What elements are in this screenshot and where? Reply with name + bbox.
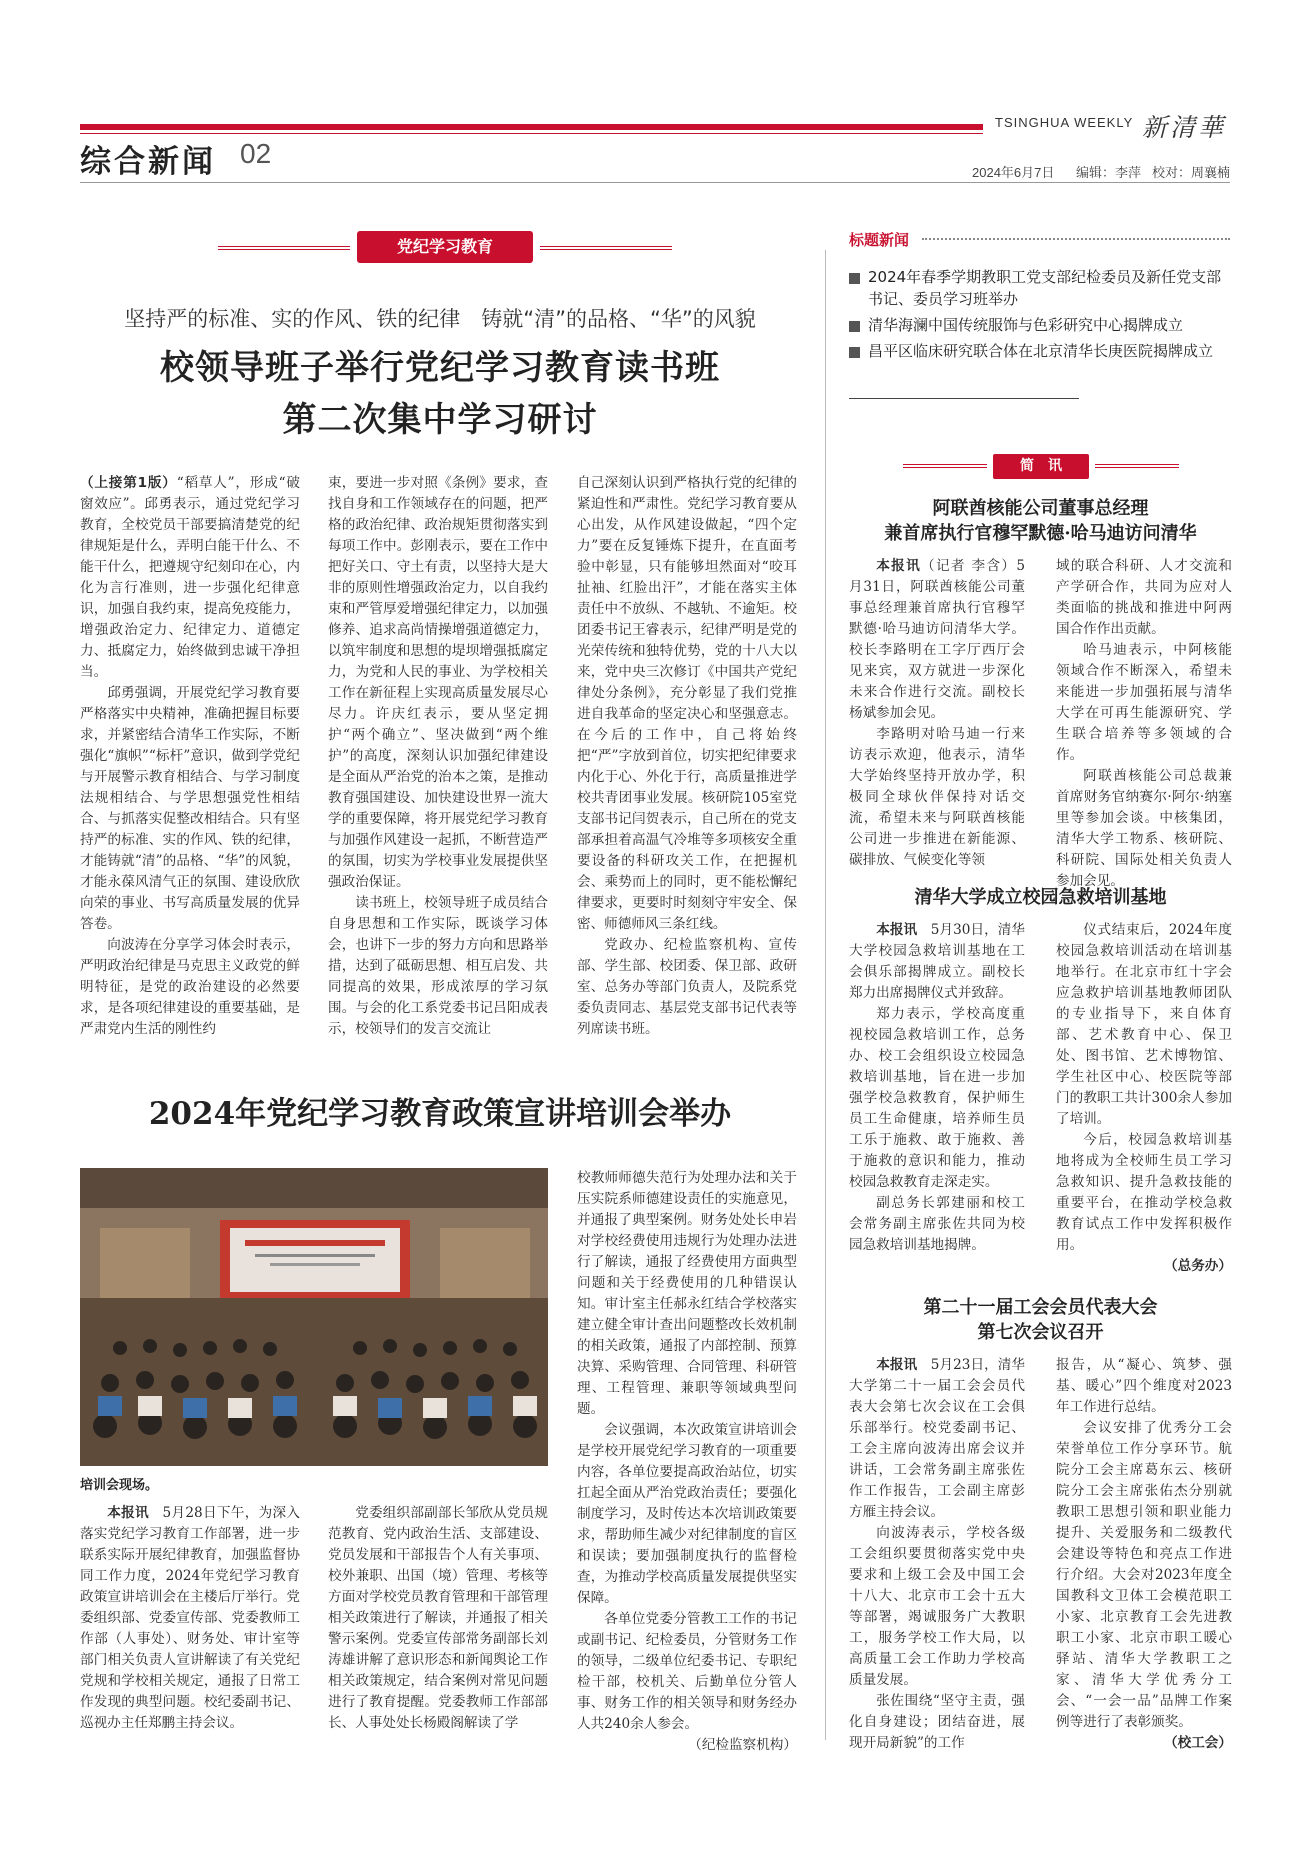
brief3-source: （校工会）: [1164, 1735, 1232, 1751]
lead-col2-p2: 读书班上，校领导班子成员结合自身思想和工作实际，既谈学习体会，也讲下一步的努力方向和思路举措，达到了砥砺思想、相互启发、共同提高的效果，形成浓厚的学习氛围。与会的化工系党委书记吕阳成表示，校领导们的发言交流让: [328, 895, 548, 1037]
second-column-2: [328, 1503, 548, 1734]
headlines-bottom-rule: [849, 398, 1079, 399]
issue-date: 2024年6月7日: [972, 165, 1055, 180]
bullet-square-icon: [849, 321, 860, 332]
second-col3-p2: 会议强调，本次政策宣讲培训会是学校开展党纪学习教育的一项重要内容，各单位要提高政治站位，切实扛起全面从严治党政治责任；要强化制度学习，及时传达本次培训政策要求，帮助师生减少对纪律制度的盲区和误读；要加强制度执行的监督检查，为推动学校高质量发展提供坚实保障。: [577, 1422, 797, 1606]
brief1-col1-p1: （记者 李含）5月31日，阿联酋核能公司董事总经理兼首席执行官穆罕默德·哈马迪访问清华大学。校长李路明在工字厅西厅会见来宾，双方就进一步深化未来合作进行交流。副校长杨斌参加会见。: [849, 558, 1025, 721]
brief1-col1-p2: 李路明对哈马迪一行来访表示欢迎，他表示，清华大学始终坚持开放办学，积极同全球伙伴保持对话交流，希望未来与阿联酋核能公司进一步推进在新能源、碳排放、气候变化等领: [849, 726, 1025, 868]
second-dateline: 本报讯: [107, 1505, 149, 1521]
brief2-title: 清华大学成立校园急救培训基地: [914, 887, 1167, 908]
brief1-col2-p2: 哈马迪表示，中阿核能领域合作不断深入，希望未来能进一步加强拓展与清华大学在可再生能源研究、学生联合培养等多领域的合作。: [1056, 642, 1232, 763]
column-divider: [825, 250, 826, 1740]
masthead-thin-rule: [80, 133, 983, 134]
brief2-column-2: [1056, 920, 1232, 1277]
brand-logo: 新清華: [1142, 113, 1227, 142]
bullet-square-icon: [849, 273, 860, 284]
headlines-label-rule: [922, 238, 1230, 240]
lead-column-3: [577, 473, 797, 1040]
lead-col2-p1: 束，要进一步对照《条例》要求，查找自身和工作领域存在的问题，把严格的政治纪律、政治规矩贯彻落实到每项工作中。彭刚表示，要在工作中把好关口、守土有责，以坚持大是大非的原则性增强政治定力，以自我约束和严管厚爱增强纪律定力，以加强修养、追求高尚情操增强道德定力，以筑牢制度和思想的堤坝增强抵腐定力，为党和人民的事业、为学校相关工作在新征程上实现高质量发展尽心尽力。许庆红表示，要从坚定拥护“两个确立”、坚决做到“两个维护”的高度，深刻认识加强纪律建设是全面从严治党的治本之策，是推动教育强国建设、加快建设世界一流大学的重要保障，将开展党纪学习教育与加强作风建设一起抓，不断营造严的氛围，切实为学校事业发展提供坚强政治保证。: [328, 475, 548, 890]
training-hall-image: [80, 1168, 548, 1466]
brief2-dateline: 本报讯: [876, 922, 918, 938]
briefs-tag: 简 讯: [993, 454, 1089, 479]
brief2-col1-p1: 5月30日，清华大学校园急救培训基地在工会俱乐部揭牌成立。副校长郑力出席揭牌仪式并致辞。: [849, 922, 1025, 1001]
brief2-column-1: [849, 920, 1025, 1256]
brief1-column-2: [1056, 556, 1232, 892]
brief1-col2-p3: 阿联酋核能公司总裁兼首席财务官纳赛尔·阿尔·纳塞里等参加会谈。中核集团，清华大学工物系、核研院、科研院、国际处相关负责人参加会见。: [1056, 768, 1232, 889]
lead-col3-p2: 党政办、纪检监察机构、宣传部、学生部、校团委、保卫部、政研室、总务办等部门负责人，及院系党委负责同志、基层党支部书记代表等列席读书班。: [577, 937, 797, 1037]
second-col3-p1: 校教师师德失范行为处理办法和关于压实院系师德建设责任的实施意见，并通报了典型案例。财务处处长申岩对学校经费使用违规行为处理办法进行了解读，通报了经费使用方面典型问题和关于经费使用的几种错误认知。审计室主任郝永红结合学校落实建立健全审计查出问题整改长效机制的相关政策，通报了内部控制、预算决算、采购管理、合同管理、科研管理、工程管理、兼职等领域典型问题。: [577, 1170, 797, 1417]
proofreader: 校对：周襄楠: [1152, 165, 1231, 180]
lead-tag-rule-left: [218, 246, 350, 250]
second-column-3: [577, 1168, 797, 1756]
page-number: 02: [240, 138, 272, 169]
brief2-col1-p3: 副总务长郭建丽和校工会常务副主席张佐共同为校园急救培训基地揭牌。: [849, 1195, 1025, 1253]
brief3-col1-p3: 张佐围绕“坚守主责，强化自身建设；团结奋进，展现开局新貌”的工作: [849, 1693, 1025, 1751]
second-col2-p1: 党委组织部副部长邹欣从党员规范教育、党内政治生活、支部建设、党员发展和干部报告个人有关事项、校外兼职、出国（境）管理、考核等方面对学校党员教育管理和干部管理相关政策进行了解读，并通报了相关警示案例。党委宣传部常务副部长刘涛雄讲解了意识形态和新闻舆论工作相关政策规定，结合案例对常见问题进行了教育提醒。党委教师工作部部长、人事处处长杨殿阁解读了学: [328, 1505, 548, 1731]
lead-continuation-marker: （上接第1版）: [80, 475, 177, 491]
brief1-col2-p1: 域的联合科研、人才交流和产学研合作，共同为应对人类面临的挑战和推进中阿两国合作作出贡献。: [1056, 558, 1232, 637]
masthead: [0, 0, 1309, 190]
briefs-rule-right: [1095, 464, 1179, 468]
section-title: 综合新闻: [80, 144, 216, 180]
lead-headline-line2: 第二次集中学习研讨: [282, 400, 598, 440]
second-headline: 2024年党纪学习教育政策宣讲培训会举办: [148, 1096, 732, 1132]
lead-kicker: 坚持严的标准、实的作风、铁的纪律 铸就“清”的品格、“华”的风貌: [124, 307, 756, 331]
lead-column-1: [80, 473, 300, 1040]
lead-col1-p2: 邱勇强调，开展党纪学习教育要严格落实中央精神，准确把握目标要求，并紧密结合清华工作实际，不断强化“旗帜”“标杆”意识，做到学党纪与开展警示教育相结合、与学习制度法规相结合、与学思想强党性相结合、与抓落实促整改相结合。只有坚持严的标准、实的作风、铁的纪律，才能铸就“清”的品格、“华”的风貌，才能永葆风清气正的氛围、建设欣欣向荣的事业、书写高质量发展的优异答卷。: [80, 685, 300, 932]
lead-col1-p1: “稻草人”，形成“破窗效应”。邱勇表示，通过党纪学习教育，全校党员干部要搞清楚党的纪律规矩是什么，弄明白能干什么、不能干什么，把遵规守纪刻印在心，内化为言行准则，进一步强化纪律意识，加强自我约束，提高免疫能力，增强政治定力、纪律定力、道德定力、抵腐定力，始终做到忠诚干净担当。: [80, 475, 300, 680]
headline-item[interactable]: [849, 266, 1232, 310]
brief3-title-line1: 第二十一届工会会员代表大会: [923, 1297, 1158, 1318]
headlines-label: 标题新闻: [849, 231, 910, 249]
brief2-col2-p2: 今后，校园急救培训基地将成为全校师生员工学习急救知识、提升急救技能的重要平台，在推动学校急救教育试点工作中发挥积极作用。: [1056, 1132, 1232, 1253]
brief2-col1-p2: 郑力表示，学校高度重视校园急救培训工作，总务办、校工会组织设立校园急救培训基地，旨在进一步加强学校急救教育，保护师生员工生命健康，培养师生员工乐于施救、敢于施救、善于施救的意识和能力，推动校园急救教育走深走实。: [849, 1006, 1025, 1190]
brief3-title-line2: 第七次会议召开: [977, 1322, 1104, 1343]
second-col3-p3: 各单位党委分管教工工作的书记或副书记、纪检委员，分管财务工作的领导，二级单位纪委书记、专职纪检干部，校机关、后勤单位分管人事、财务工作的相关领导和财务经办人共240余人参会。: [577, 1611, 797, 1732]
brief1-title-line1: 阿联酋核能公司董事总经理: [932, 498, 1149, 519]
brief1-column-1: [849, 556, 1025, 871]
brief2-source: （总务办）: [1164, 1258, 1232, 1274]
briefs-rule-left: [903, 464, 987, 468]
brand-english: TSINGHUA WEEKLY: [995, 115, 1134, 130]
brief3-col1-p2: 向波涛表示，学校各级工会组织要贯彻落实党中央要求和上级工会及中国工会十八大、北京市工会十五大等部署，竭诚服务广大教职工，服务学校工作大局，以高质量工会工作助力学校高质量发展。: [849, 1525, 1025, 1688]
lead-col3-p1: 自己深刻认识到严格执行党的纪律的紧迫性和严肃性。党纪学习教育要从心出发，从作风建设做起，“四个定力”要在反复锤炼下提升，在直面考验中彰显，只有能够坦然面对“咬耳扯袖、红脸出汗”，才能在落实主体责任中不放纵、不越轨、不逾矩。校团委书记王睿表示，纪律严明是党的光荣传统和独特优势，党的十八大以来，党中央三次修订《中国共产党纪律处分条例》，充分彰显了我们党推进自我革命的坚定决心和坚强意志。在今后的工作中，自己将始终把“严”字放到首位，切实把纪律要求内化于心、外化于行，高质量推进学校共青团事业发展。核研院105室党支部书记闫贺表示，自己所在的党支部承担着高温气冷堆等多项核安全重要设备的科研攻关工作，在把握机会、乘势而上的同时，更不能松懈纪律要求，更要时时刻刻守牢安全、保密、师德师风三条红线。: [577, 475, 797, 932]
headline-item[interactable]: [849, 314, 1232, 336]
editor: 编辑：李萍: [1076, 165, 1142, 180]
headline-item[interactable]: [849, 340, 1232, 362]
brief3-col2-p1: 报告，从“凝心、筑梦、强基、暖心”四个维度对2023年工作进行总结。: [1056, 1357, 1232, 1415]
lead-tag-rule-right: [540, 246, 672, 250]
training-photo: [80, 1168, 548, 1466]
brief3-col1-p1: 5月23日，清华大学第二十一届工会会员代表大会第七次会议在工会俱乐部举行。校党委副书记、工会主席向波涛出席会议并讲话，工会常务副主席张佐作工作报告，工会副主席彭方雁主持会议。: [849, 1357, 1025, 1520]
brief3-column-2: [1056, 1355, 1232, 1754]
masthead-red-rule: [80, 124, 983, 130]
masthead-bottom-rule: [80, 182, 1230, 183]
headlines-list: [849, 266, 1232, 366]
brief3-col2-p2: 会议安排了优秀分工会荣誉单位工作分享环节。航院分工会主席葛东云、核研院分工会主席张佑杰分别就教职工思想引领和职业能力提升、关爱服务和二级教代会建设等特色和亮点工作进行介绍。大会对2023年度全国教科文卫体工会模范职工小家、北京教育工会先进教职工小家、北京市职工暖心驿站、清华大学教职工之家、清华大学优秀分工会、“一会一品”品牌工作案例等进行了表彰颁奖。: [1056, 1420, 1232, 1730]
lead-section-tag: 党纪学习教育: [357, 231, 533, 263]
brief1-title-line2: 兼首席执行官穆罕默德·哈马迪访问清华: [884, 523, 1197, 544]
headline-text: 清华海澜中国传统服饰与色彩研究中心揭牌成立: [868, 316, 1184, 334]
bullet-square-icon: [849, 347, 860, 358]
photo-caption: 培训会现场。: [80, 1478, 159, 1493]
lead-column-2: [328, 473, 548, 1040]
brief3-dateline: 本报讯: [876, 1357, 918, 1373]
brief3-column-1: [849, 1355, 1025, 1754]
second-column-1: [80, 1503, 300, 1734]
brief1-dateline: 本报讯: [876, 558, 922, 574]
headline-text: 昌平区临床研究联合体在北京清华长庚医院揭牌成立: [868, 342, 1214, 360]
lead-headline-line1: 校领导班子举行党纪学习教育读书班: [160, 348, 720, 388]
brief2-col2-p1: 仪式结束后，2024年度校园急救培训活动在培训基地举行。在北京市红十字会应急救护培训基地教师团队的专业指导下，来自体育部、艺术教育中心、保卫处、图书馆、艺术博物馆、学生社区中心、校医院等部门的教职工共计300余人参加了培训。: [1056, 922, 1232, 1127]
second-source: （纪检监察机构）: [688, 1737, 797, 1753]
headline-text: 2024年春季学期教职工党支部纪检委员及新任党支部书记、委员学习班举办: [868, 268, 1222, 308]
second-col1-p1: 5月28日下午，为深入落实党纪学习教育工作部署，进一步联系实际开展纪律教育，加强监督协同工作力度，2024年党纪学习教育政策宣讲培训会在主楼后厅举行。党委组织部、党委宣传部、党委教师工作部（人事处）、财务处、审计室等部门相关负责人宣讲解读了有关党纪党规和学校相关规定，通报了日常工作发现的典型问题。校纪委副书记、巡视办主任郑鹏主持会议。: [80, 1505, 300, 1731]
lead-col1-p3: 向波涛在分享学习体会时表示，严明政治纪律是马克思主义政党的鲜明特征，是党的政治建设的必然要求，是各项纪律建设的重要基础，是严肃党内生活的刚性约: [80, 937, 300, 1037]
